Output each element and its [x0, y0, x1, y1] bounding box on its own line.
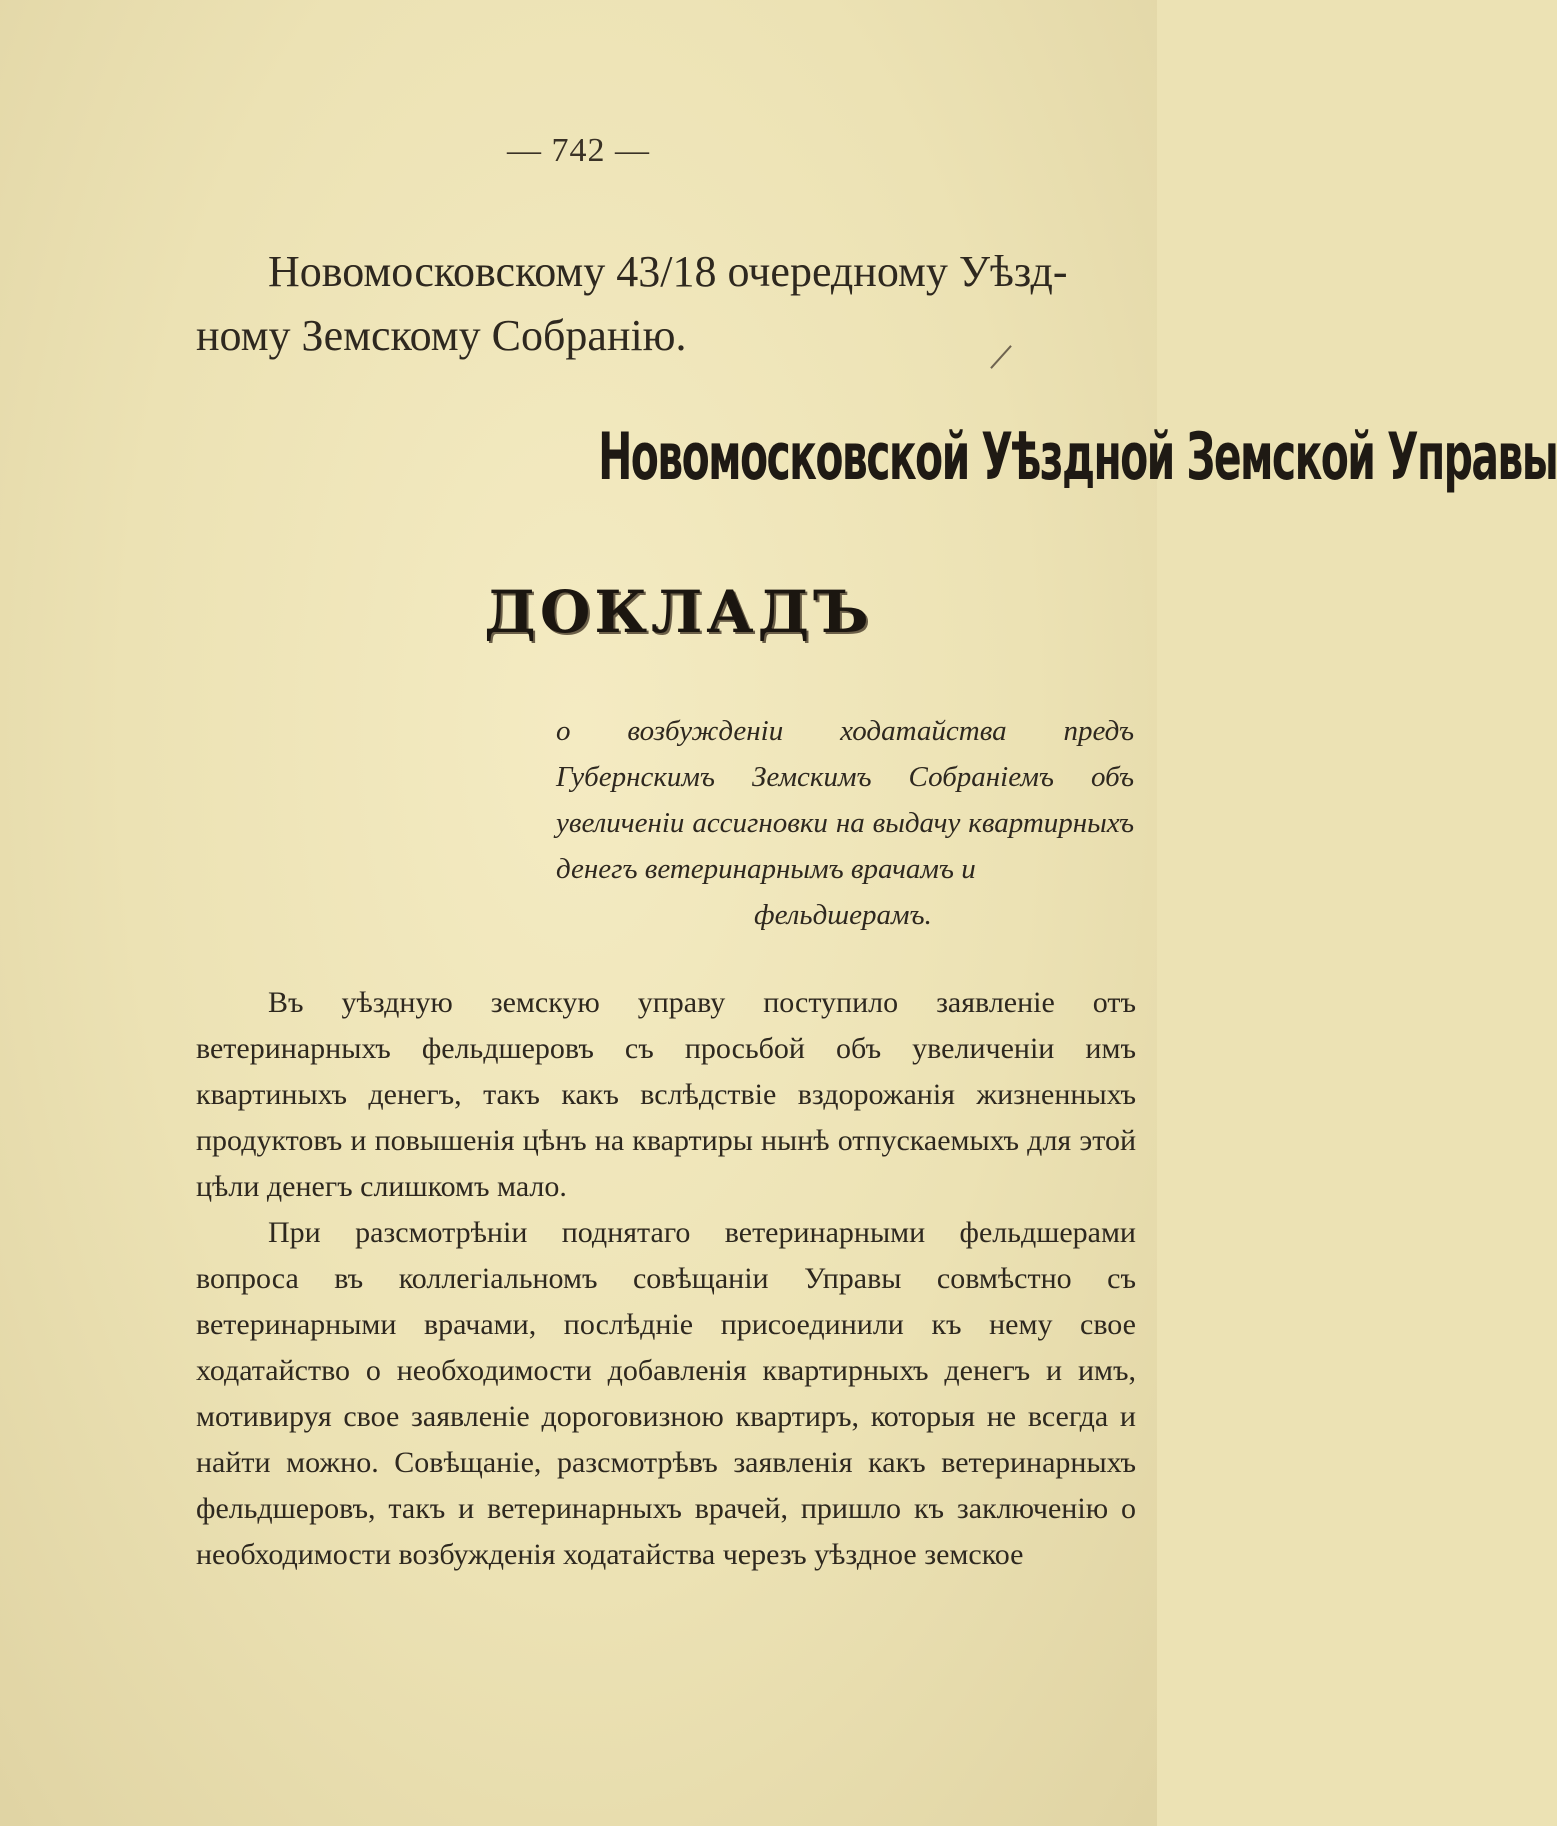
paragraph-2: При разсмотрѣніи поднятаго ветеринарными фельдшерами вопроса въ коллегіальномъ совѣщаніи Управы совмѣстно съ ветеринарными врачами, послѣдніе присоединили къ нему свое ходатайство о необходимости добавленія квартирныхъ денегъ и имъ, мотивируя свое заявленіе дороговизною квартиръ, которыя не всегда и найти можно. Совѣщаніе, разсмотрѣвъ заявленія какъ ветеринарныхъ фельдшеровъ, такъ и ветеринарныхъ врачей, пришло къ заключенію о необходимости возбужденія ходатайства черезъ уѣздное земское [196, 1216, 1136, 1571]
address-line-2: ному Земскому Собранію. [196, 311, 687, 360]
report-subject [556, 708, 1134, 938]
paragraph-1: Въ уѣздную земскую управу поступило заявленіе отъ ветеринарныхъ фельдшеровъ съ просьбой объ увеличеніи имъ квартиныхъ денегъ, такъ какъ вслѣдствіе вздорожанія жизненныхъ продуктовъ и повышенія цѣнъ на квартиры нынѣ отпускаемыхъ для этой цѣли денегъ слишкомъ мало. [196, 986, 1136, 1203]
body-text [196, 980, 1136, 1578]
address-line-1: Новомосковскому 43/18 очередному Уѣзд- [268, 247, 1068, 296]
issuer-heading: Новомосковской Уѣздной Земской Управы [598, 419, 1557, 495]
subject-text: о возбужденіи ходатайства предъ Губернскимъ Земскимъ Собраніемъ объ увеличеніи ассигновки на выдачу квартирныхъ денегъ ветеринарнымъ врачамъ и [556, 715, 1134, 885]
document-title: ДОКЛАДЪ [484, 578, 873, 646]
subject-last-line: фельдшерамъ. [754, 899, 932, 931]
page-number: — 742 — [507, 132, 650, 169]
address-block [196, 240, 1136, 368]
